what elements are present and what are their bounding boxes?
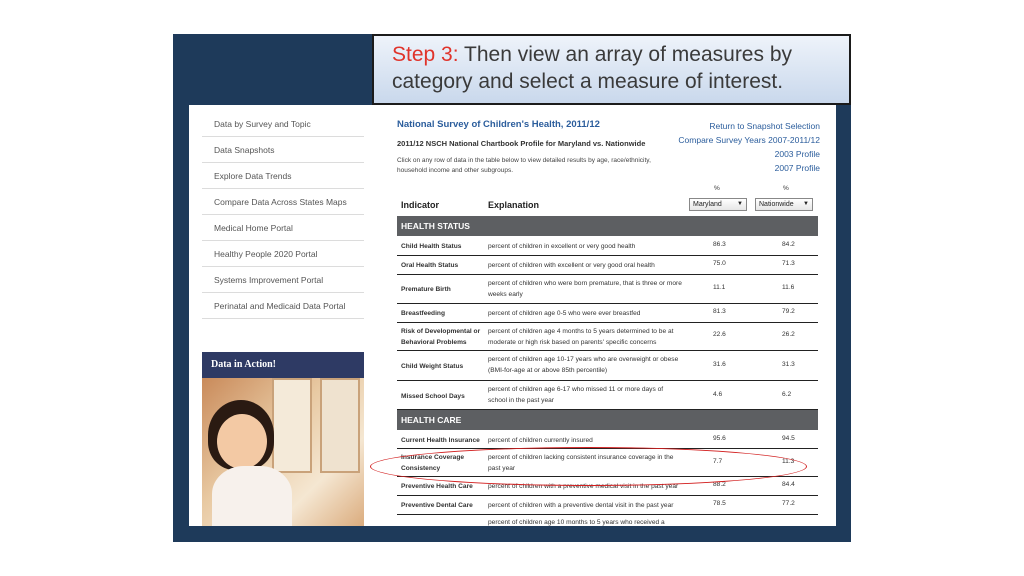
table-row[interactable] — [397, 304, 818, 323]
row-nationwide-value: 71.3 — [782, 260, 795, 267]
profile-2007-link[interactable]: 2007 Profile — [774, 163, 820, 173]
row-indicator: Breastfeeding — [401, 310, 445, 317]
row-maryland-value: 4.6 — [713, 391, 723, 398]
row-nationwide-value: 77.2 — [782, 500, 795, 507]
row-explanation: percent of children with a preventive medical visit in the past year — [488, 483, 679, 490]
profile-2003-link[interactable]: 2003 Profile — [774, 149, 820, 159]
row-indicator: Premature Birth — [401, 286, 451, 293]
row-maryland-value: 7.7 — [713, 458, 723, 465]
col-explanation: Explanation — [488, 200, 540, 210]
row-nationwide-value: 79.2 — [782, 308, 795, 315]
row-explanation: percent of children age 0-5 who were ever breastfed — [488, 310, 641, 317]
section-health-care: HEALTH CARE — [397, 410, 818, 430]
row-explanation: percent of children who were born premature, that is three or more weeks early — [488, 280, 682, 298]
row-nationwide-value: 84.4 — [782, 481, 795, 488]
table-row[interactable] — [397, 477, 818, 496]
row-explanation: percent of children with a preventive dental visit in the past year — [488, 502, 674, 509]
row-explanation: percent of children lacking consistent insurance coverage in the past year — [488, 454, 674, 472]
website-screenshot — [189, 105, 836, 526]
row-indicator: Missed School Days — [401, 393, 465, 400]
row-indicator: Oral Health Status — [401, 262, 459, 269]
step-callout — [372, 34, 851, 105]
row-explanation: percent of children age 4 months to 5 years determined to be at moderate or high risk based on parents' specific concerns — [488, 328, 674, 346]
page-title: National Survey of Children's Health, 2011/12 — [397, 119, 600, 130]
pct-label-right: % — [783, 185, 789, 192]
row-indicator: Risk of Developmental or Behavioral Problems — [401, 328, 481, 346]
row-nationwide-value: 11.6 — [782, 284, 795, 291]
table-row[interactable] — [397, 430, 818, 449]
row-nationwide-value: 94.5 — [782, 435, 795, 442]
row-maryland-value: 95.6 — [713, 435, 726, 442]
compare-years-link[interactable]: Compare Survey Years 2007-2011/12 — [678, 135, 820, 145]
chevron-down-icon: ▼ — [737, 201, 743, 207]
row-maryland-value: 75.0 — [713, 260, 726, 267]
step-label: Step 3: — [392, 43, 459, 66]
sidebar-item-perinatal-medicaid[interactable]: Perinatal and Medicaid Data Portal — [202, 293, 364, 319]
promo-title: Data in Action! — [202, 352, 364, 378]
table-row[interactable] — [397, 515, 818, 526]
sidebar-item-medical-home[interactable]: Medical Home Portal — [202, 215, 364, 241]
row-maryland-value: 22.6 — [713, 331, 726, 338]
chevron-down-icon: ▼ — [803, 201, 809, 207]
row-nationwide-value: 6.2 — [782, 391, 792, 398]
row-explanation: percent of children currently insured — [488, 437, 593, 444]
sidebar-item-explore-trends[interactable]: Explore Data Trends — [202, 163, 364, 189]
col-indicator: Indicator — [401, 200, 440, 210]
row-nationwide-value: 26.2 — [782, 331, 795, 338]
row-indicator: Insurance Coverage Consistency — [401, 454, 465, 472]
row-maryland-value: 31.6 — [713, 361, 726, 368]
row-explanation: percent of children in excellent or very good health — [488, 243, 636, 250]
table-row[interactable] — [397, 351, 818, 381]
row-explanation: percent of children age 10-17 years who are overweight or obese (BMI-for-age at or above 85th percentile) — [488, 356, 679, 374]
row-maryland-value: 86.3 — [713, 241, 726, 248]
sidebar-item-compare-maps[interactable]: Compare Data Across States Maps — [202, 189, 364, 215]
measures-table — [397, 216, 818, 526]
row-explanation: percent of children with excellent or very good oral health — [488, 262, 655, 269]
table-row[interactable] — [397, 496, 818, 515]
row-indicator: Child Weight Status — [401, 363, 464, 370]
profile-links — [678, 119, 820, 175]
row-nationwide-value: 84.2 — [782, 241, 795, 248]
comparison-select[interactable] — [755, 198, 813, 211]
row-nationwide-value: 11.3 — [782, 458, 795, 465]
state-select-value: Maryland — [693, 201, 722, 208]
table-row[interactable] — [397, 449, 818, 477]
step-text: Then view an array of measures by category and select a measure of interest. — [392, 43, 792, 93]
page-description: Click on any row of data in the table below to view detailed results by age, race/ethnicity, household income and other subgroups. — [397, 157, 651, 174]
table-row[interactable] — [397, 323, 818, 351]
row-maryland-value: 88.2 — [713, 481, 726, 488]
sidebar-item-healthy-people[interactable]: Healthy People 2020 Portal — [202, 241, 364, 267]
section-health-status: HEALTH STATUS — [397, 216, 818, 236]
sidebar-item-data-by-survey[interactable]: Data by Survey and Topic — [202, 111, 364, 137]
row-indicator: Child Health Status — [401, 243, 462, 250]
data-in-action-promo[interactable] — [202, 352, 364, 526]
row-explanation: percent of children age 6-17 who missed 11 or more days of school in the past year — [488, 386, 664, 404]
child-photo — [202, 378, 364, 526]
row-nationwide-value: 31.3 — [782, 361, 795, 368]
table-row[interactable] — [397, 256, 818, 275]
row-indicator: Preventive Health Care — [401, 483, 473, 490]
sidebar-nav — [202, 111, 364, 319]
row-maryland-value: 11.1 — [713, 284, 726, 291]
row-explanation: percent of children age 10 months to 5 years who received a — [488, 519, 665, 526]
comparison-select-value: Nationwide — [759, 201, 794, 208]
row-maryland-value: 81.3 — [713, 308, 726, 315]
table-row[interactable] — [397, 275, 818, 304]
return-snapshot-link[interactable]: Return to Snapshot Selection — [709, 121, 820, 131]
sidebar-item-data-snapshots[interactable]: Data Snapshots — [202, 137, 364, 163]
pct-label-left: % — [714, 185, 720, 192]
page-subtitle: 2011/12 NSCH National Chartbook Profile for Maryland vs. Nationwide — [397, 139, 646, 148]
row-indicator: Preventive Dental Care — [401, 502, 473, 509]
table-row[interactable] — [397, 381, 818, 410]
row-maryland-value: 78.5 — [713, 500, 726, 507]
table-row[interactable] — [397, 236, 818, 256]
sidebar-item-systems-improvement[interactable]: Systems Improvement Portal — [202, 267, 364, 293]
row-indicator: Current Health Insurance — [401, 437, 480, 444]
state-select[interactable] — [689, 198, 747, 211]
